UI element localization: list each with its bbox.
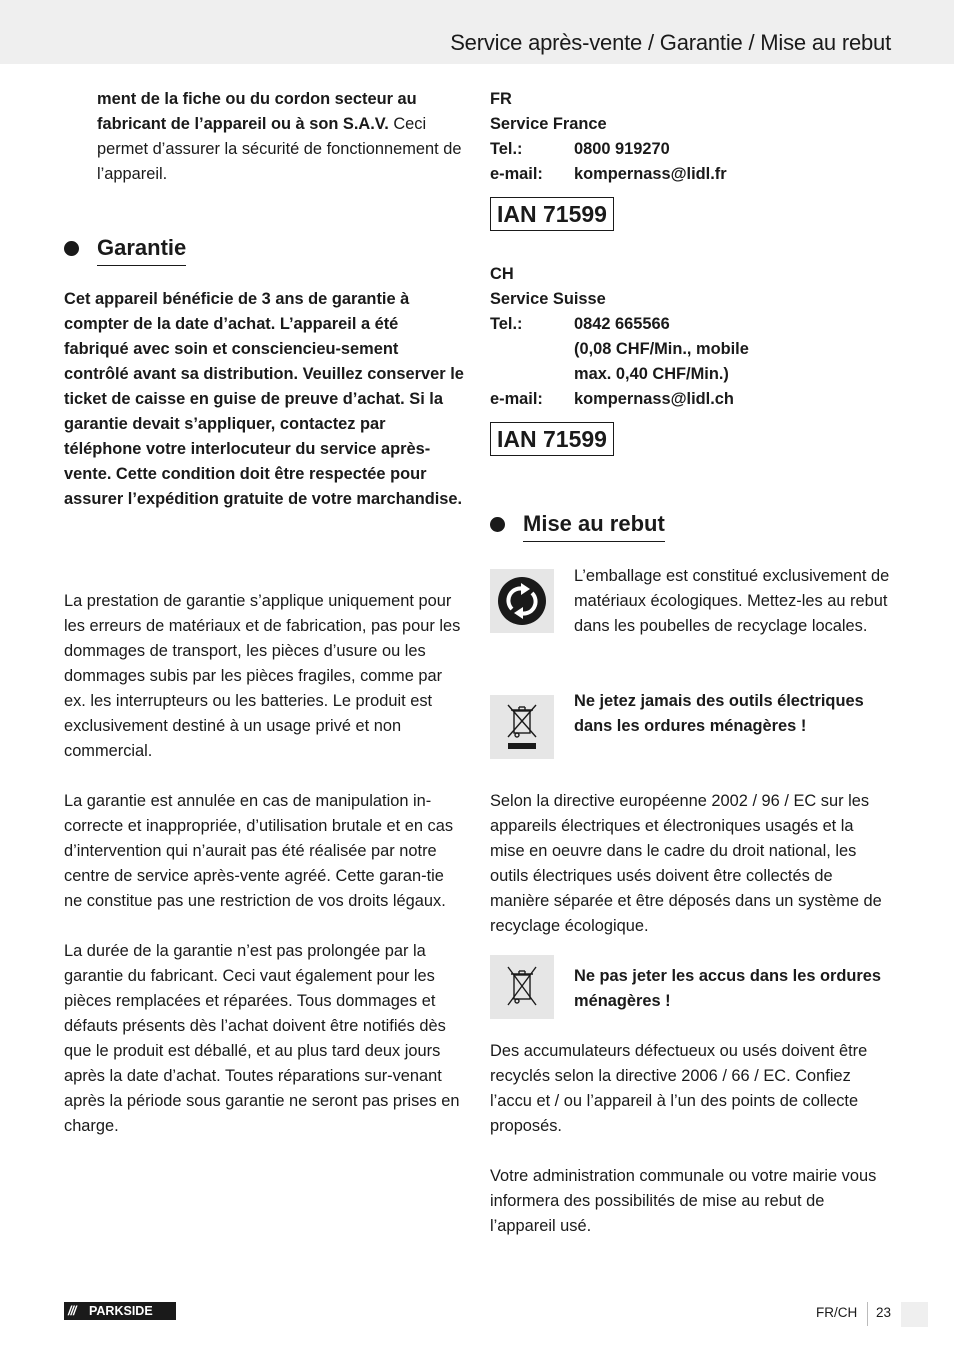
- email-label: e-mail:: [490, 390, 543, 408]
- garantie-paragraph-3: La durée de la garantie n’est pas prolongée par la garantie du fabricant. Ceci vaut également pour les pièces remplacées et réparées. Tous dommages et défauts présents dès l’achat doivent être notifiés dès que le produit est déballé, et au plus tard deux jours après la date d’achat. Toutes réparations sur-venant après la période sous garantie ne seront pas prises en charge.: [64, 942, 460, 1135]
- tel-number: 0800 919270: [574, 140, 670, 158]
- email-label: e-mail:: [490, 165, 543, 183]
- tel-note: max. 0,40 CHF/Min.): [574, 365, 729, 383]
- footer-language: FR/CH: [816, 1305, 858, 1320]
- garantie-bold-paragraph: Cet appareil bénéficie de 3 ans de garantie à compter de la date d’achat. L’appareil a été fabriqué avec soin et consciencieu-sement contrôlé avant sa distribution. Veuillez conserver le ticket de caisse en guise de preuve d’achat. Si la garantie devait s’appliquer, contactez par téléphone votre interlocuteur du service après-vente. Cette condition doit être respectée pour assurer l’expédition gratuite de votre marchandise.: [64, 290, 464, 508]
- garantie-paragraph-1: La prestation de garantie s’applique uniquement pour les erreurs de matériaux et de fabrication, pas pour les dommages de transport, les pièces d’usure ou les dommages subis par les pièces fragiles, comme par ex. les interrupteurs ou les batteries. Le produit est exclusivement destiné à un usage privé et non commercial.: [64, 592, 461, 760]
- admin-text: Votre administration communale ou votre mairie vous informera des possibilités de mise au rebut de l’appareil usé.: [490, 1167, 877, 1235]
- tel-label: Tel.:: [490, 140, 523, 158]
- ian-box: IAN 71599: [490, 422, 614, 456]
- logo-stripes-icon: ///: [68, 1304, 76, 1318]
- garantie-paragraph-2: La garantie est annulée en cas de manipulation in-correcte et inappropriée, d’utilisation brutale et en cas d’intervention qui n’aurait pas été réalisée par notre centre de service après-vente agréé. Cette garan-tie ne constitue pas une restriction de vos droits légaux.: [64, 792, 454, 910]
- intro-bold-text: ment de la fiche ou du cordon secteur au fabricant de l’appareil ou à son S.A.V.: [97, 90, 417, 133]
- page-title: Service après-vente / Garantie / Mise au rebut: [450, 30, 891, 55]
- rebut-heading: Mise au rebut: [523, 509, 665, 542]
- battery-text: Des accumulateurs défectueux ou usés doivent être recyclés selon la directive 2006 / 66 / EC. Confiez l’accu et / ou l’appareil à l’un des points de collecte proposés.: [490, 1042, 868, 1135]
- parkside-logo: [64, 1302, 176, 1320]
- contact-suisse: [490, 262, 890, 412]
- ian-box: IAN 71599: [490, 197, 614, 231]
- brand-name: PARKSIDE: [89, 1304, 153, 1318]
- intro-rest-text: Ceci permet d’assurer la sécurité de fonctionnement de l’appareil.: [97, 115, 462, 183]
- directive-text: Selon la directive européenne 2002 / 96 / EC sur les appareils électriques et électroniques usagés et la mise en oeuvre dans le cadre du droit national, les outils électriques usés doivent être collectés de manière séparée et être déposés dans un système de recyclage écologique.: [490, 792, 882, 935]
- battery-warning: Ne pas jeter les accus dans les ordures ménagères !: [574, 967, 882, 1010]
- packaging-text: L’emballage est constitué exclusivement de matériaux écologiques. Mettez-les au rebut dans les poubelles de recyclage locales.: [574, 567, 890, 635]
- contact-france: [490, 87, 890, 187]
- bullet-icon: [490, 517, 505, 532]
- page-header: [0, 0, 954, 64]
- footer-divider: [867, 1302, 868, 1326]
- crossed-out-bin-icon: [490, 955, 554, 1019]
- email-address: kompernass@lidl.fr: [574, 165, 727, 183]
- garantie-heading: Garantie: [97, 233, 186, 266]
- email-address: kompernass@lidl.ch: [574, 390, 734, 408]
- intro-paragraph: [97, 87, 467, 187]
- weee-warning: Ne jetez jamais des outils électriques dans les ordures ménagères !: [574, 692, 864, 735]
- crossed-out-bin-icon: [490, 695, 554, 759]
- service-name: Service Suisse: [490, 290, 606, 308]
- green-dot-recycling-icon: [490, 569, 554, 633]
- country-code: CH: [490, 265, 514, 283]
- footer-tab: [901, 1302, 928, 1327]
- page-number: 23: [876, 1305, 892, 1320]
- bullet-icon: [64, 241, 79, 256]
- tel-label: Tel.:: [490, 315, 523, 333]
- country-code: FR: [490, 90, 512, 108]
- tel-note: (0,08 CHF/Min., mobile: [574, 340, 749, 358]
- service-name: Service France: [490, 115, 607, 133]
- tel-number: 0842 665566: [574, 315, 670, 333]
